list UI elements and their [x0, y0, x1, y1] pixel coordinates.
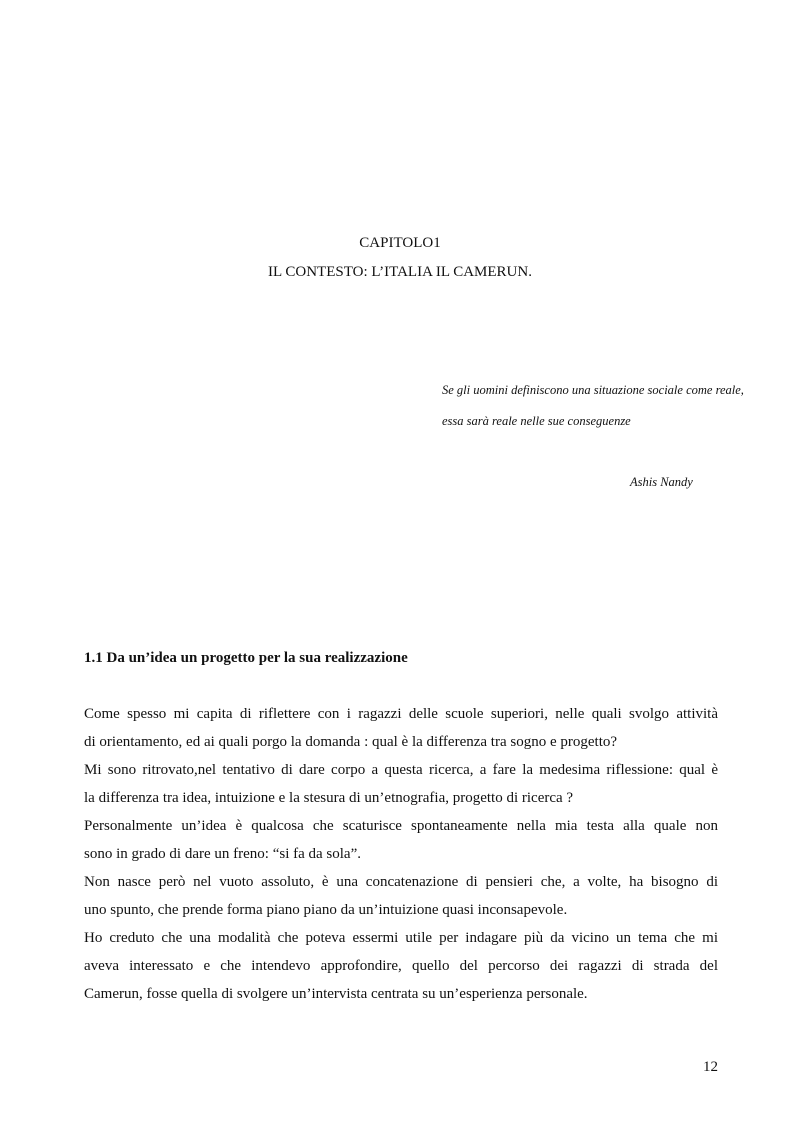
body-line-11: Camerun, fosse quella di svolgere un’intervista centrata su un’esperienza personale. [84, 986, 588, 1002]
body-text [84, 702, 718, 1010]
epigraph-author: Ashis Nandy [630, 475, 693, 489]
body-line-3: Mi sono ritrovato,nel tentativo di dare corpo a questa ricerca, a fare la medesima riflessione: qual è [84, 762, 718, 778]
chapter-title: IL CONTESTO: L’ITALIA IL CAMERUN. [268, 264, 532, 280]
chapter-number: CAPITOLO1 [359, 235, 441, 251]
body-line-6: sono in grado di dare un freno: “si fa da sola”. [84, 846, 361, 862]
body-line-10: aveva interessato e che intendevo approfondire, quello del percorso dei ragazzi di strada del [84, 958, 718, 974]
body-line-4: la differenza tra idea, intuizione e la stesura di un’etnografia, progetto di ricerca ? [84, 790, 574, 806]
body-line-8: uno spunto, che prende forma piano piano da un’intuizione quasi inconsapevole. [84, 902, 568, 918]
epigraph-line-1: Se gli uomini definiscono una situazione sociale come reale, [442, 383, 744, 397]
page-number: 12 [703, 1059, 718, 1075]
body-line-9: Ho creduto che una modalità che poteva essermi utile per indagare più da vicino un tema che mi [84, 930, 718, 946]
body-line-1: Come spesso mi capita di riflettere con i ragazzi delle scuole superiori, nelle quali svolgo attività [84, 706, 718, 722]
body-line-7: Non nasce però nel vuoto assoluto, è una concatenazione di pensieri che, a volte, ha bisogno di [84, 874, 718, 890]
body-line-5: Personalmente un’idea è qualcosa che scaturisce spontaneamente nella mia testa alla quale non [84, 818, 718, 834]
epigraph-line-2: essa sarà reale nelle sue conseguenze [442, 414, 631, 428]
body-line-2: di orientamento, ed ai quali porgo la domanda : qual è la differenza tra sogno e progetto? [84, 734, 618, 750]
section-heading: 1.1 Da un’idea un progetto per la sua realizzazione [84, 650, 408, 666]
